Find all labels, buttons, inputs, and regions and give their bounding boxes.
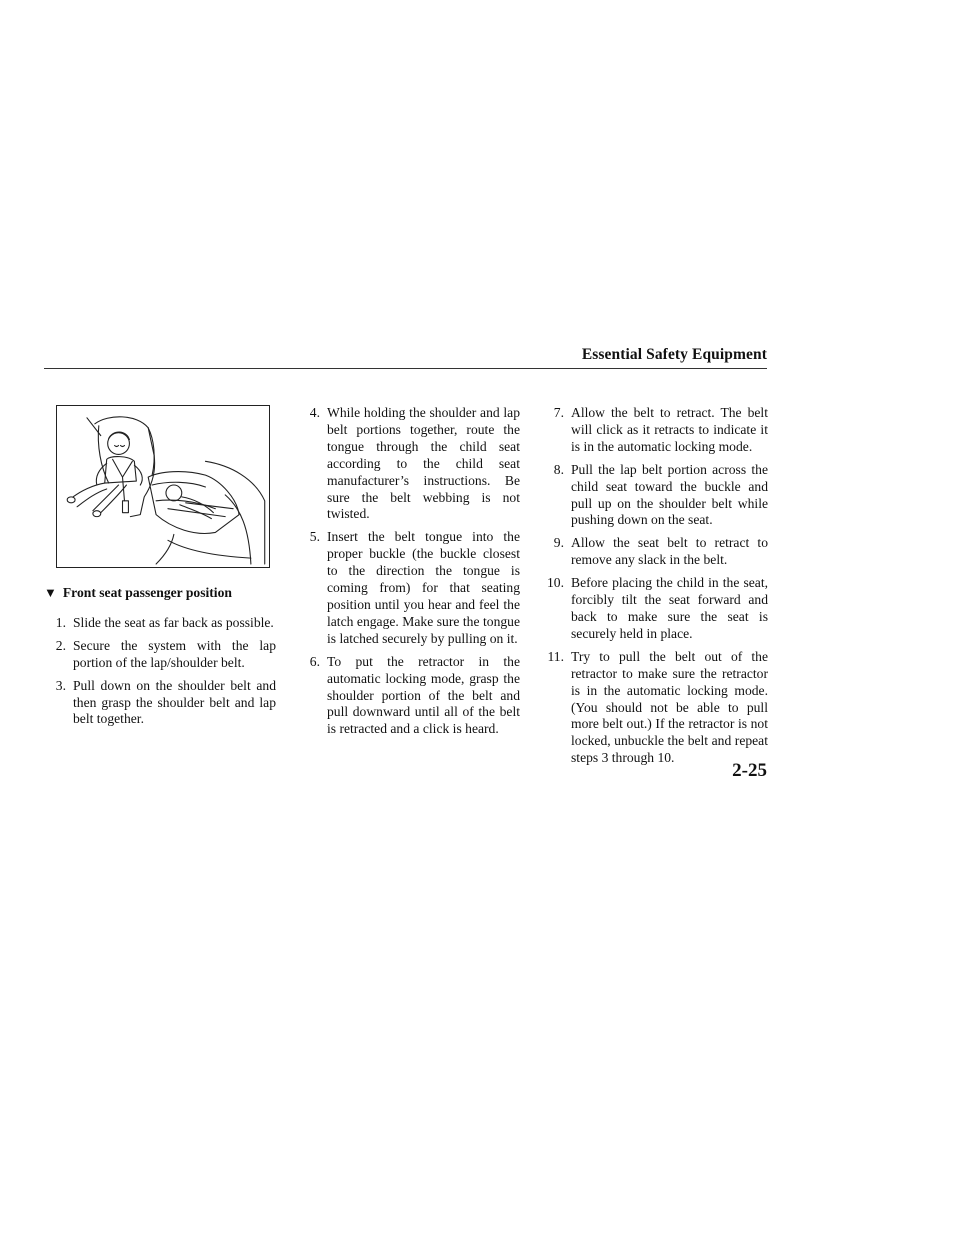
- column-right: [540, 405, 768, 773]
- child-seat-shell: [95, 417, 155, 517]
- step-3: [44, 678, 276, 729]
- steps-list-part-1: [44, 615, 276, 728]
- step-text: Before placing the child in the seat, forcibly tilt the seat forward and back to make sure the seat is securely held in place.: [571, 575, 768, 641]
- step-text: While holding the shoulder and lap belt portions together, route the tongue through the child seat according to the child seat manufacturer’s instructions. Be sure the belt webbing is not twisted.: [327, 405, 520, 522]
- step-number: 9.: [553, 535, 564, 551]
- step-text: Slide the seat as far back as possible.: [73, 614, 274, 630]
- step-number: 6.: [309, 653, 320, 669]
- step-number: 1.: [55, 614, 66, 630]
- section-header-title: Essential Safety Equipment: [581, 346, 767, 363]
- column-left: [44, 585, 276, 734]
- step-6: [298, 654, 520, 739]
- step-number: 5.: [309, 529, 320, 545]
- steps-list-part-2: [298, 405, 520, 738]
- header-divider: [44, 368, 767, 369]
- infant-head: [166, 485, 182, 501]
- step-4: [298, 405, 520, 523]
- step-text: Pull the lap belt portion across the child seat toward the buckle and pull up on the shoulder belt while pushing down on the seat.: [571, 461, 768, 528]
- step-5: [298, 529, 520, 647]
- step-9: [540, 535, 768, 569]
- step-number: 11.: [547, 648, 564, 664]
- step-number: 10.: [547, 575, 564, 591]
- section-heading: [44, 585, 276, 602]
- page-number: 2-25: [732, 760, 767, 781]
- step-number: 4.: [309, 405, 320, 420]
- step-text: Allow the belt to retract. The belt will click as it retracts to indicate it is in the automatic locking mode.: [571, 405, 768, 454]
- step-text: Allow the seat belt to retract to remove any slack in the belt.: [571, 535, 768, 568]
- vehicle-seat: [205, 461, 264, 564]
- step-10: [540, 575, 768, 643]
- step-number: 3.: [55, 677, 66, 693]
- step-8: [540, 462, 768, 530]
- step-text: Try to pull the belt out of the retractor to make sure the retractor is in the automatic locking mode. (You should not be able to pull more belt out.) If the retractor is not locked, unbuckle the belt and repeat steps 3 through 10.: [571, 648, 768, 766]
- step-7: [540, 405, 768, 456]
- child-seat-illustration: [56, 405, 270, 568]
- step-1: [44, 615, 276, 632]
- step-number: 8.: [553, 461, 564, 477]
- step-number: 2.: [55, 637, 66, 653]
- steps-list-part-3: [540, 405, 768, 767]
- step-text: Pull down on the shoulder belt and then grasp the shoulder belt and lap belt together.: [73, 677, 276, 727]
- column-middle: [298, 405, 520, 744]
- step-number: 7.: [553, 405, 564, 420]
- step-2: [44, 638, 276, 672]
- section-heading-text: Front seat passenger position: [62, 585, 232, 600]
- step-11: [540, 649, 768, 767]
- step-text: To put the retractor in the automatic locking mode, grasp the shoulder portion of the belt and pull downward until all of the belt is retracted and a click is heard.: [327, 653, 520, 737]
- step-text: Secure the system with the lap portion of the lap/shoulder belt.: [73, 637, 276, 670]
- step-text: Insert the belt tongue into the proper buckle (the buckle closest to the direction the tongue is coming from) for that seating position until you hear and feel the latch engage. Make sure the tongue is latched securely by pulling on it.: [327, 529, 520, 646]
- triangle-down-icon: ▼: [44, 585, 57, 600]
